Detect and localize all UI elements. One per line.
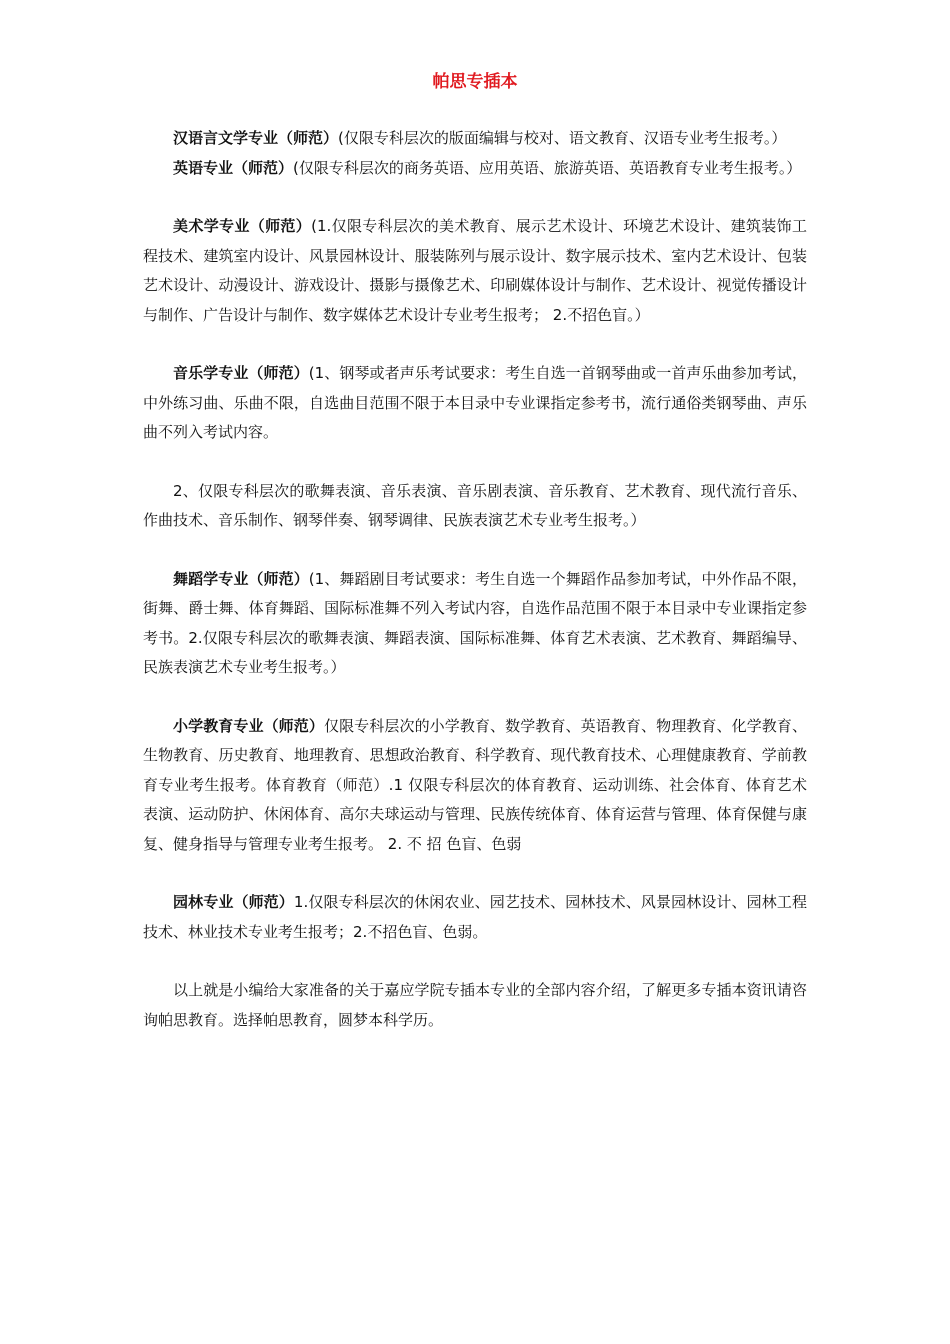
major-heading: 汉语言文学专业（师范） — [173, 129, 339, 147]
document-title: 帕思专插本 — [432, 72, 518, 92]
paragraph-music — [143, 359, 807, 448]
major-description: (1、钢琴或者声乐考试要求：考生自选一首钢琴曲或一首声乐曲参加考试，中外练习曲、乐曲不限，自选曲目范围不限于本目录中专业课指定参考书，流行通俗类钢琴曲、声乐曲不列入考试内容。 — [143, 364, 807, 441]
paragraph-english — [143, 154, 807, 184]
major-heading: 英语专业（师范） — [173, 158, 294, 177]
paragraph-chinese-literature — [143, 124, 807, 154]
major-description: (仅限专科层次的商务英语、应用英语、旅游英语、英语教育专业考生报考。） — [293, 158, 802, 177]
paragraph-closing — [143, 976, 807, 1035]
closing-text: 以上就是小编给大家准备的关于嘉应学院专插本专业的全部内容介绍，了解更多专插本资讯请咨询帕思教育。选择帕思教育，圆梦本科学历。 — [143, 981, 807, 1029]
major-heading: 美术学专业（师范） — [173, 217, 312, 235]
major-description: 仅限专科层次的小学教育、数学教育、英语教育、物理教育、化学教育、生物教育、历史教育、地理教育、思想政治教育、科学教育、现代教育技术、心理健康教育、学前教育专业考生报考。体育教育（师范）.1 仅限专科层次的体育教育、运动训练、社会体育、体育艺术表演、运动防护、休闲体育、高尔夫球运动与管理、民族传统体育、体育运营与管理、体育保健与康复、健身指导与管理专业考生报考。 2. 不 招 色盲、色弱 — [143, 716, 807, 853]
major-heading: 舞蹈学专业（师范） — [173, 569, 309, 588]
major-heading: 小学教育专业（师范） — [173, 716, 324, 735]
paragraph-landscape — [143, 888, 807, 947]
major-description: 2、仅限专科层次的歌舞表演、音乐表演、音乐剧表演、音乐教育、艺术教育、现代流行音乐、作曲技术、音乐制作、钢琴伴奏、钢琴调律、民族表演艺术专业考生报考。） — [143, 481, 807, 529]
document-body — [143, 124, 807, 1035]
paragraph-primary-education — [143, 712, 807, 860]
paragraph-music-continued — [143, 477, 807, 536]
major-description: 1.仅限专科层次的休闲农业、园艺技术、园林技术、风景园林设计、园林工程技术、林业技术专业考生报考；2.不招色盲、色弱。 — [143, 893, 807, 941]
paragraph-fine-arts — [143, 212, 807, 330]
major-heading: 园林专业（师范） — [173, 893, 294, 911]
major-description: (1.仅限专科层次的美术教育、展示艺术设计、环境艺术设计、建筑装饰工程技术、建筑室内设计、风景园林设计、服装陈列与展示设计、数字展示技术、室内艺术设计、包装艺术设计、动漫设计、游戏设计、摄影与摄像艺术、印刷媒体设计与制作、艺术设计、视觉传播设计与制作、广告设计与制作、数字媒体艺术设计专业考生报考； 2.不招色盲。） — [143, 217, 807, 324]
major-description: (1、舞蹈剧目考试要求：考生自选一个舞蹈作品参加考试，中外作品不限，街舞、爵士舞、体育舞蹈、国际标准舞不列入考试内容，自选作品范围不限于本目录中专业课指定参考书。2.仅限专科层次的歌舞表演、舞蹈表演、国际标准舞、体育艺术表演、艺术教育、舞蹈编导、民族表演艺术专业考生报考。） — [143, 569, 807, 676]
major-heading: 音乐学专业（师范） — [173, 364, 309, 382]
paragraph-dance — [143, 565, 807, 683]
major-description: (仅限专科层次的版面编辑与校对、语文教育、汉语专业考生报考。） — [338, 129, 787, 147]
